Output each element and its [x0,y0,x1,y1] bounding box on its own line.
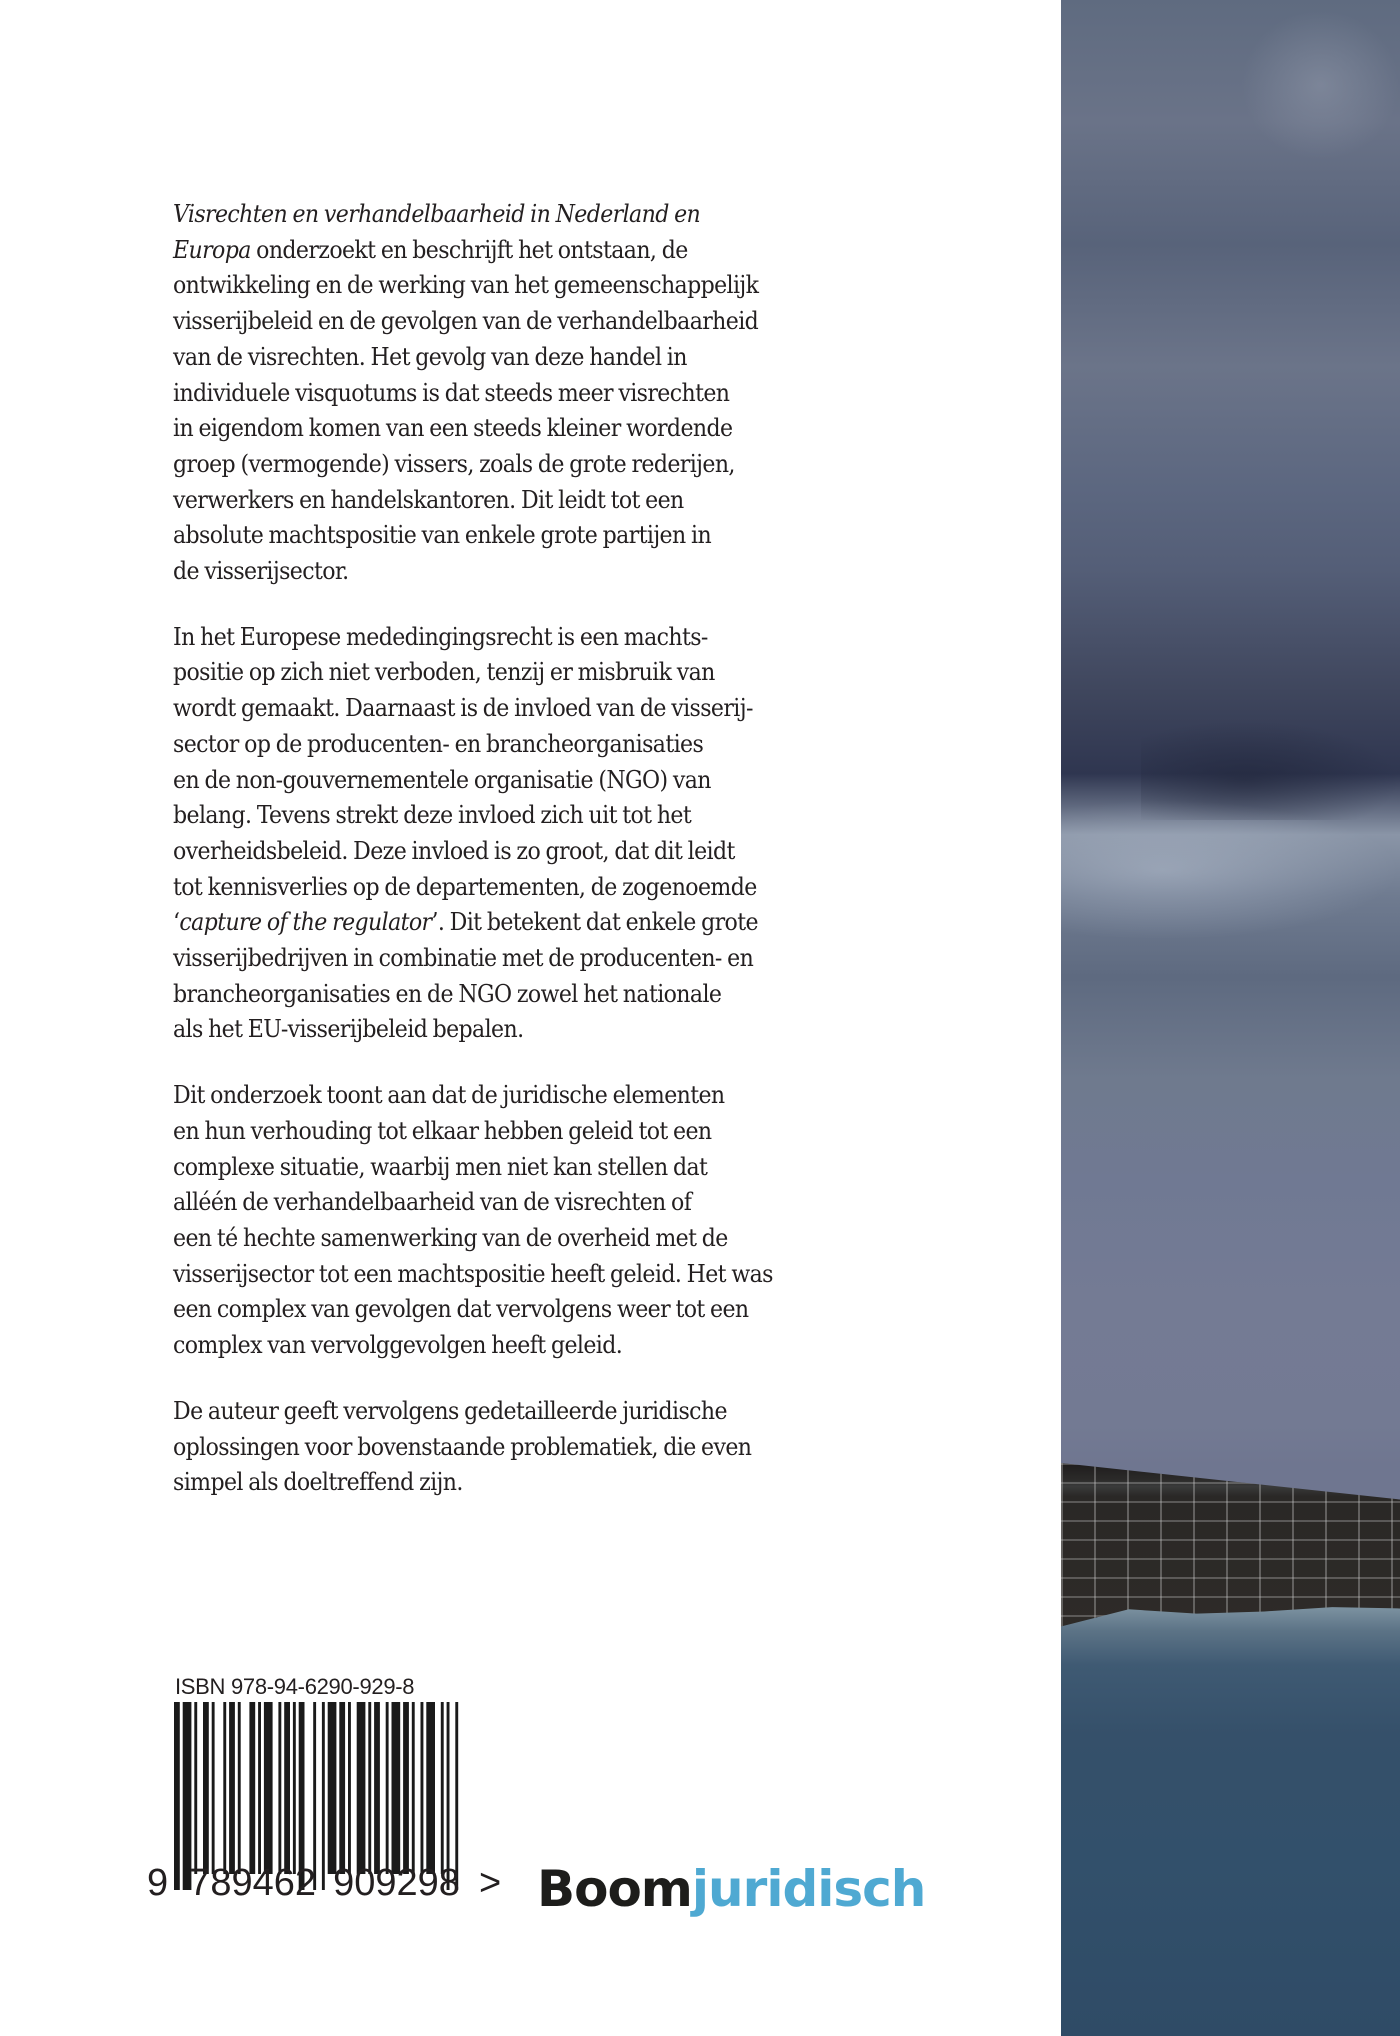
text-run: ‘ [173,907,180,937]
blurb-line [173,1464,933,1500]
barcode-bar [223,1702,226,1874]
blurb-line [173,1393,933,1429]
isbn-label: ISBN 978-94-6290-929-8 [175,1674,415,1699]
text-run: en hun verhouding tot elkaar hebben geleid tot een [173,1115,712,1145]
blurb-line [173,482,933,518]
text-run: overheidsbeleid. Deze invloed is zo groot, dat dit leidt [173,835,735,865]
barcode-bar [368,1702,371,1874]
barcode-bar [284,1702,290,1874]
cover-illustration [1061,0,1400,2036]
cloud-break [1061,800,1400,940]
barcode-bar [212,1702,215,1874]
text-run: onderzoekt en beschrijft het ontstaan, de [250,234,688,264]
text-run: wordt gemaakt. Daarnaast is de invloed van de visserij- [173,693,753,723]
text-run: visserijbeleid en de gevolgen van de verhandelbaarheid [173,306,759,336]
barcode-bar [348,1702,351,1874]
italic-text: Europa [173,234,251,264]
barcode-bar [403,1702,409,1874]
blurb-line [173,1113,933,1149]
blurb-line [173,1149,933,1185]
quiet-zone-marker: > [479,1862,502,1904]
back-cover-blurb [173,196,933,1530]
barcode-bar [421,1702,424,1874]
blurb-line [173,1327,933,1363]
blurb-line [173,690,933,726]
blurb-line [173,904,933,940]
text-run: positie op zich niet verboden, tenzij er misbruik van [173,657,715,687]
blurb-line [173,619,933,655]
publisher-logo-juridisch: juridisch [691,1860,926,1918]
blurb-line [173,303,933,339]
blurb-line [173,797,933,833]
blurb-paragraph-3 [173,1077,933,1363]
isbn-barcode-block [147,1674,502,1904]
barcode-bar [278,1702,281,1874]
barcode-bar [426,1702,435,1874]
barcode-bar [203,1702,209,1874]
blurb-line [173,517,933,553]
blurb-line [173,654,933,690]
text-run: absolute machtspositie van enkele grote partijen in [173,520,712,550]
blurb-paragraph-4 [173,1393,933,1500]
text-run: simpel als doeltreffend zijn. [173,1467,463,1497]
blurb-line [173,1256,933,1292]
italic-text: capture of the regulator [179,907,432,937]
text-run: oplossingen voor bovenstaande problematiek, die even [173,1431,752,1461]
barcode-digit-lead: 9 [147,1862,169,1904]
barcode-bar [229,1702,235,1874]
barcode [160,1702,480,1962]
blurb-line [173,940,933,976]
sea-wall [1061,1463,1400,1629]
blurb-line [173,762,933,798]
barcode-bar [328,1702,337,1874]
text-run: als het EU-visserijbeleid bepalen. [173,1014,524,1044]
blurb-line [173,1291,933,1327]
barcode-bar [258,1702,261,1874]
text-run: individuele visquotums is dat steeds meer visrechten [173,377,730,407]
barcode-bar [249,1702,255,1874]
text-run: brancheorganisaties en de NGO zowel het nationale [173,978,722,1008]
blurb-line [173,976,933,1012]
blurb-line [173,726,933,762]
barcode-bar [374,1702,380,1874]
blurb-line [173,833,933,869]
cloud-highlight [1241,10,1400,160]
text-run: belang. Tevens strekt deze invloed zich uit tot het [173,800,692,830]
text-run: complex van vervolggevolgen heeft geleid. [173,1330,623,1360]
italic-text: Visrechten en verhandelbaarheid in Nederland en [173,199,701,228]
blurb-line [173,375,933,411]
text-run: visserijbedrijven in combinatie met de producenten- en [173,943,754,973]
blurb-line [173,1429,933,1465]
text-run: complexe situatie, waarbij men niet kan stellen dat [173,1151,708,1181]
barcode-digits-right: 909298 [333,1862,460,1904]
barcode-bar [441,1702,444,1874]
barcode-bar [339,1702,345,1874]
text-run: alléén de verhandelbaarheid van de visrechten of [173,1187,692,1217]
text-run: visserijsector tot een machtspositie heeft geleid. Het was [173,1258,773,1288]
text-run: in eigendom komen van een steeds kleiner wordende [173,413,733,443]
text-run: de visserijsector. [173,556,349,586]
text-run: van de visrechten. Het gevolg van deze handel in [173,341,687,371]
publisher-logo [537,1860,926,1918]
text-run: verwerkers en handelskantoren. Dit leidt tot een [173,484,684,514]
text-run: sector op de producenten- en brancheorganisaties [173,728,704,758]
text-run: groep (vermogende) vissers, zoals de grote rederijen, [173,448,735,478]
text-run: en de non-gouvernementele organisatie (NGO) van [173,764,711,794]
text-run: Dit onderzoek toont aan dat de juridische elementen [173,1080,725,1110]
blurb-line [173,410,933,446]
publisher-logo-boom: Boom [537,1860,692,1918]
text-run: De auteur geeft vervolgens gedetailleerde juridische [173,1395,727,1425]
barcode-digits [147,1862,501,1905]
blurb-line [173,1077,933,1113]
blurb-line [173,196,933,232]
blurb-line [173,1184,933,1220]
blurb-line [173,446,933,482]
barcode-bar [293,1702,296,1874]
sea-waves [1061,1605,1400,2036]
barcode-bar [392,1702,401,1874]
blurb-line [173,339,933,375]
text-run: ’. Dit betekent dat enkele grote [431,907,758,937]
text-run: tot kennisverlies op de departementen, de zogenoemde [173,871,757,901]
blurb-line [173,232,933,268]
barcode-bar [238,1702,241,1874]
text-run: ontwikkeling en de werking van het gemeenschappelijk [173,270,759,300]
text-run: een té hechte samenwerking van de overheid met de [173,1222,728,1252]
blurb-line [173,869,933,905]
barcode-bar [264,1702,273,1874]
barcode-bar [386,1702,389,1874]
text-run: een complex van gevolgen dat vervolgens weer tot een [173,1294,749,1324]
blurb-line [173,553,933,589]
blurb-paragraph-2 [173,619,933,1047]
barcode-bar [412,1702,415,1874]
text-run: In het Europese mededingingsrecht is een machts- [173,621,708,651]
barcode-digits-left: 789462 [189,1862,317,1904]
blurb-line [173,1220,933,1256]
blurb-line [173,267,933,303]
barcode-bar [357,1702,366,1874]
barcode-bar [194,1702,197,1874]
blurb-line [173,1011,933,1047]
blurb-paragraph-1 [173,196,933,589]
